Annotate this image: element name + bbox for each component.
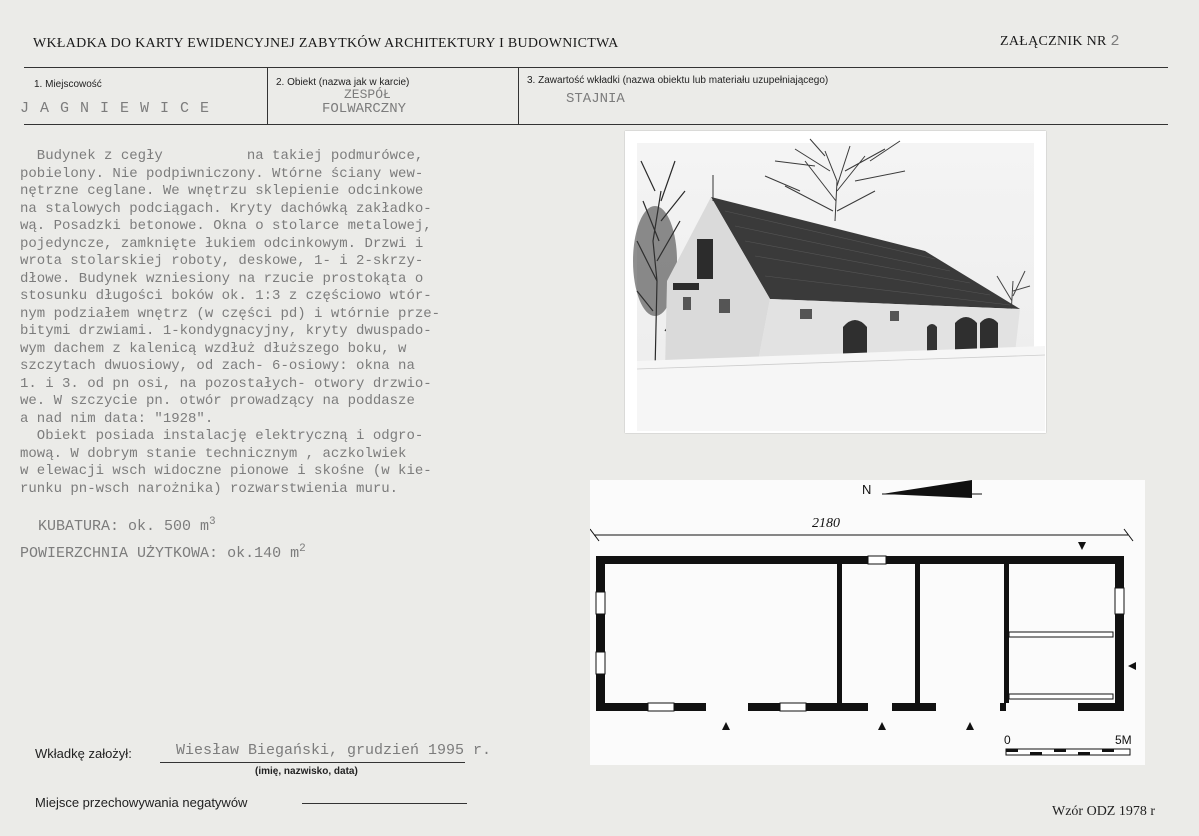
field-content-label: 3. Zawartość wkładki (nazwa obiektu lub materiału uzupełniającego) (527, 75, 829, 86)
entrance-arrow-icon (1078, 542, 1086, 550)
description-line: bitymi drzwiami. 1-kondygnacyjny, kryty dwuspado- (20, 323, 432, 339)
kubatura-label: KUBATURA: (38, 518, 120, 535)
description-line: a nad nim data: "1928". (20, 410, 214, 427)
founded-value: Wiesław Biegański, grudzień 1995 r. (176, 742, 492, 759)
description-line: w elewacji wsch widoczne pionowe i skośne (w kie- (20, 463, 432, 479)
field-locality-value: JAGNIEWICE (20, 100, 221, 117)
form-title: WKŁADKA DO KARTY EWIDENCYJNEJ ZABYTKÓW ARCHITEKTURY I BUDOWNICTWA (33, 36, 619, 51)
description-line: szczytach dwuosiowy, od zach- 6-osiowy: okna na (20, 358, 415, 374)
description-line: mową. W dobrym stanie technicznym , aczkolwiek (20, 445, 407, 462)
description-line: wą. Posadzki betonowe. Okna o stolarce metalowej, (20, 218, 432, 234)
north-label: N (862, 482, 872, 497)
founded-by (35, 745, 132, 763)
description-line: wym dachem z kalenicą wzdłuż dłuższego boku, w (20, 340, 407, 357)
kubatura-exponent: 3 (209, 516, 216, 528)
annex-label (1000, 33, 1120, 50)
powierzchnia-value: ok.140 m (227, 545, 300, 562)
powierzchnia (20, 543, 306, 562)
description-line: we. W szczycie pn. otwór prowadzący na poddasze (20, 393, 415, 409)
description-line: nym podziałem wnętrz (w części pd) i wtórnie prze- (20, 305, 441, 322)
kubatura (38, 516, 216, 535)
powierzchnia-label: POWIERZCHNIA UŻYTKOWA: (20, 545, 219, 562)
description-line: stosunku długości boków ok. 1:3 z częściowo wtór- (20, 288, 432, 304)
entrance-arrow-icon (722, 722, 730, 730)
entrance-arrow-icon (1128, 662, 1136, 670)
description-line: dłowe. Budynek wzniesiony na rzucie prostokąta o (20, 270, 424, 287)
powierzchnia-exponent: 2 (299, 543, 306, 555)
scale-bar (1006, 749, 1130, 755)
description-line: pobielony. Nie podpiwniczony. Wtórne ściany wew- (20, 165, 424, 182)
field-object-value-1: ZESPÓŁ (344, 87, 391, 102)
description-line: 1. i 3. od pn osi, na pozostałych- otwory drzwio- (20, 375, 432, 392)
header-divider-2 (518, 67, 519, 124)
kubatura-value: ok. 500 m (128, 518, 210, 535)
scale-start: 0 (1004, 733, 1011, 747)
field-object-value-2: FOLWARCZNY (322, 101, 407, 117)
header-rule-bottom (24, 124, 1168, 125)
description-line: nętrzne ceglane. We wnętrzu sklepienie odcinkowe (20, 183, 424, 199)
floor-plan (590, 480, 1145, 765)
north-arrow-icon (882, 480, 972, 498)
annex-number: 2 (1110, 33, 1120, 50)
description-line: Budynek z cegły na takiej podmurówce, (20, 148, 424, 164)
field-content-value: STAJNIA (566, 91, 625, 107)
header-divider-1 (267, 67, 268, 124)
field-object-label: 2. Obiekt (nazwa jak w karcie) (276, 77, 410, 88)
description-line: wrota stolarskiej roboty, deskowe, 1- i 2-skrzy- (20, 253, 424, 269)
description-line: Obiekt posiada instalację elektryczną i odgro- (20, 428, 424, 444)
dimension-label: 2180 (812, 516, 840, 531)
founded-underline (160, 762, 465, 763)
stable-photo-illustration (625, 131, 1046, 433)
entrance-arrow-icon (878, 722, 886, 730)
annex-label-text: ZAŁĄCZNIK NR (1000, 34, 1107, 49)
building-photo (625, 131, 1046, 433)
field-locality-label: 1. Miejscowość (34, 79, 102, 90)
description-line: pojedyncze, zamknięte łukiem odcinkowym. Drzwi i (20, 235, 424, 252)
form-id: Wzór ODZ 1978 r (1052, 804, 1156, 819)
header-rule-top (24, 67, 1168, 68)
entrance-arrow-icon (966, 722, 974, 730)
floor-plan-drawing (590, 480, 1145, 765)
description-text (20, 148, 520, 498)
founded-label: Wkładkę założył: (35, 746, 132, 761)
storage-underline (302, 803, 467, 804)
scale-end: 5M (1115, 733, 1132, 747)
description-line: runku pn-wsch narożnika) rozwarstwienia muru. (20, 480, 399, 497)
description-line: na stalowych podciągach. Kryty dachówką zakładko- (20, 200, 432, 217)
founded-hint: (imię, nazwisko, data) (255, 766, 358, 777)
storage-label: Miejsce przechowywania negatywów (35, 795, 248, 810)
